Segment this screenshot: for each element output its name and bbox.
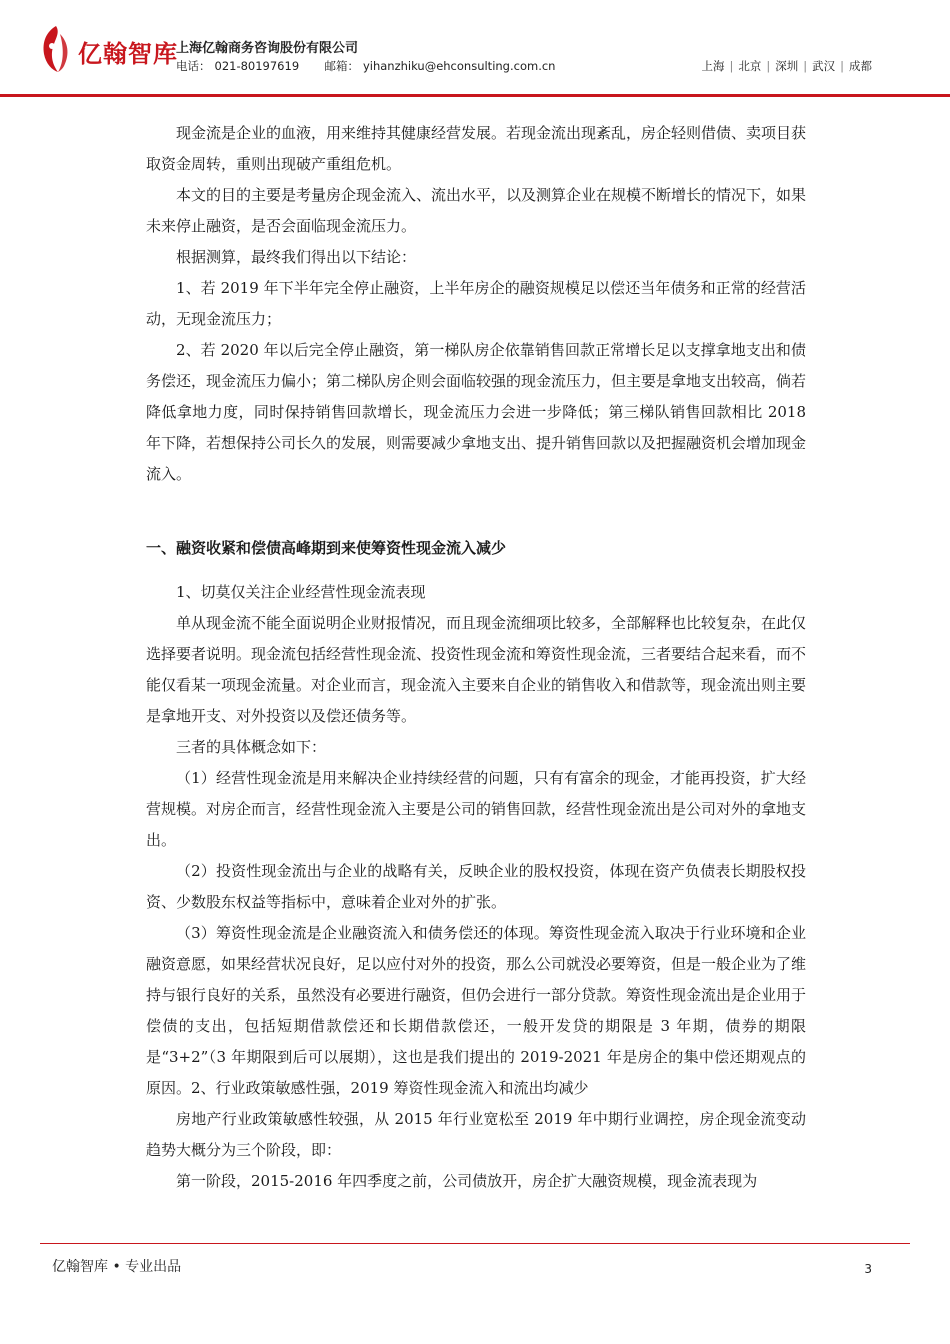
article-body (146, 118, 806, 1197)
phone-label: 电话： (176, 59, 211, 73)
paragraph: 本文的目的主要是考量房企现金流入、流出水平，以及测算企业在规模不断增长的情况下，如果未来停止融资，是否会面临现金流压力。 (146, 186, 807, 235)
paragraph: （3）筹资性现金流是企业融资流入和债务偿还的体现。筹资性现金流入取决于行业环境和企业融资意愿，如果经营状况良好，足以应付对外的投资，那么公司就没必要筹资，但是一般企业为了维持与银行良好的关系，虽然没有必要进行融资，但仍会进行一部分贷款。筹资性现金流出是企业用于偿债的支出，包括短期借款偿还和长期借款偿还，一般开发贷的期限是 3 年期，债券的期限是“3+2”（3 年期限到后可以展期），这也是我们提出的 2019-2021 年是房企的集中偿还期观点的原因。2、行业政策敏感性强，2019 筹资性现金流入和流出均减少 (146, 924, 807, 1097)
city: 上海 (701, 59, 725, 73)
company-name: 上海亿翰商务咨询股份有限公司 (176, 41, 359, 56)
paragraph: 三者的具体概念如下： (176, 738, 327, 756)
paragraph: 房地产行业政策敏感性较强，从 2015 年行业宽松至 2019 年中期行业调控，房企现金流变动趋势大概分为三个阶段，即： (146, 1110, 806, 1159)
page-number: 3 (864, 1262, 872, 1276)
paragraph: 现金流是企业的血液，用来维持其健康经营发展。若现金流出现紊乱，房企轻则借债、卖项目获取资金周转，重则出现破产重组危机。 (146, 124, 807, 173)
paragraph: 第一阶段，2015-2016 年四季度之前，公司债放开，房企扩大融资规模，现金流表现为 (176, 1172, 758, 1190)
logo-text: 亿翰智库 (78, 40, 178, 68)
footer-brand: 亿翰智库 • 专业出品 (52, 1259, 182, 1275)
city: 北京 (738, 59, 762, 73)
office-cities (702, 58, 873, 74)
contact-line (176, 58, 559, 74)
yihan-logo-icon (38, 24, 74, 74)
city: 武汉 (812, 59, 836, 73)
city-separator: | (840, 59, 844, 73)
paragraph: （2）投资性现金流出与企业的战略有关，反映企业的股权投资，体现在资产负债表长期股权投资、少数股东权益等指标中，意味着企业对外的扩张。 (146, 862, 806, 911)
city: 成都 (849, 59, 872, 73)
footer-divider (40, 1243, 910, 1244)
paragraph: 根据测算，最终我们得出以下结论： (176, 248, 417, 266)
city-separator: | (766, 59, 771, 73)
sub-heading: 1、切莫仅关注企业经营性现金流表现 (176, 583, 426, 601)
city: 深圳 (775, 59, 799, 73)
paragraph: 单从现金流不能全面说明企业财报情况，而且现金流细项比较多，全部解释也比较复杂，在此仅选择要者说明。现金流包括经营性现金流、投资性现金流和筹资性现金流，三者要结合起来看，而不能仅看某一项现金流量。对企业而言，现金流入主要来自企业的销售收入和借款等，现金流出则主要是拿地开支、对外投资以及偿还债务等。 (146, 614, 807, 725)
phone-number: 021-80197619 (214, 59, 300, 73)
city-separator: | (803, 59, 808, 73)
email-address: yihanzhiku@ehconsulting.com.cn (362, 59, 556, 73)
paragraph: 2、若 2020 年以后完全停止融资，第一梯队房企依靠销售回款正常增长足以支撑拿地支出和债务偿还，现金流压力偏小；第二梯队房企则会面临较强的现金流压力，但主要是拿地支出较高，倘若降低拿地力度，同时保持销售回款增长，现金流压力会进一步降低；第三梯队销售回款相比 2018 年下降，若想保持公司长久的发展，则需要减少拿地支出、提升销售回款以及把握融资机会增加现金流入。 (146, 341, 807, 483)
section-heading: 一、融资收紧和偿债高峰期到来使筹资性现金流入减少 (146, 539, 507, 557)
header-divider (0, 94, 950, 97)
paragraph: （1）经营性现金流是用来解决企业持续经营的问题，只有有富余的现金，才能再投资，扩大经营规模。对房企而言，经营性现金流入主要是公司的销售回款，经营性现金流出是公司对外的拿地支出。 (146, 769, 807, 849)
email-label: 邮箱： (324, 59, 359, 73)
paragraph: 1、若 2019 年下半年完全停止融资，上半年房企的融资规模足以偿还当年债务和正常的经营活动，无现金流压力； (146, 279, 806, 328)
page-header (0, 0, 950, 100)
city-separator: | (729, 59, 734, 73)
